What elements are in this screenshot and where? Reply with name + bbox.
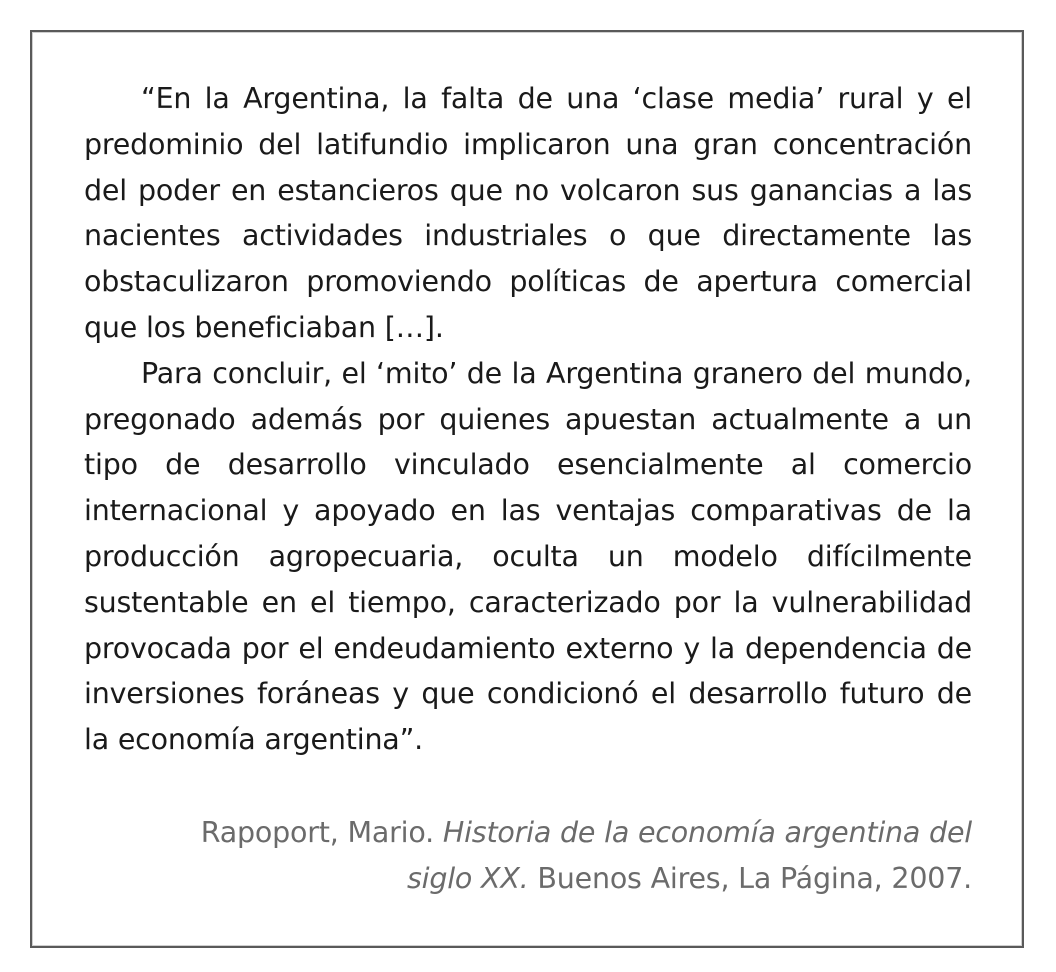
quote-paragraph-2: Para concluir, el ‘mito’ de la Argentina granero del mundo, pregonado además por quienes apuestan actualmente a un tipo de desarrollo vinculado esencialmente al comercio internacional y apoyado en las ventajas comparativas de la producción agropecuaria, oculta un modelo difícilmente sustentable en el tiempo, caracterizado por la vulnerabilidad provocada por el endeudamiento externo y la dependencia de inversiones foráneas y que condicionó el desarrollo futuro de la economía argentina”.: [84, 356, 972, 757]
citation-publisher: Buenos Aires, La Página, 2007.: [537, 862, 972, 895]
quote-text: [84, 76, 972, 763]
citation: [152, 810, 972, 902]
quote-box: [30, 30, 1024, 948]
citation-book-title: Historia de la economía argentina del siglo XX.: [406, 816, 972, 895]
citation-author: Rapoport, Mario.: [200, 816, 434, 849]
quote-paragraph-1: “En la Argentina, la falta de una ‘clase media’ rural y el predominio del latifundio implicaron una gran concentración del poder en estancieros que no volcaron sus ganancias a las nacientes actividades industriales o que directamente las obstaculizaron promoviendo políticas de apertura comercial que los beneficiaban […].: [84, 82, 972, 344]
